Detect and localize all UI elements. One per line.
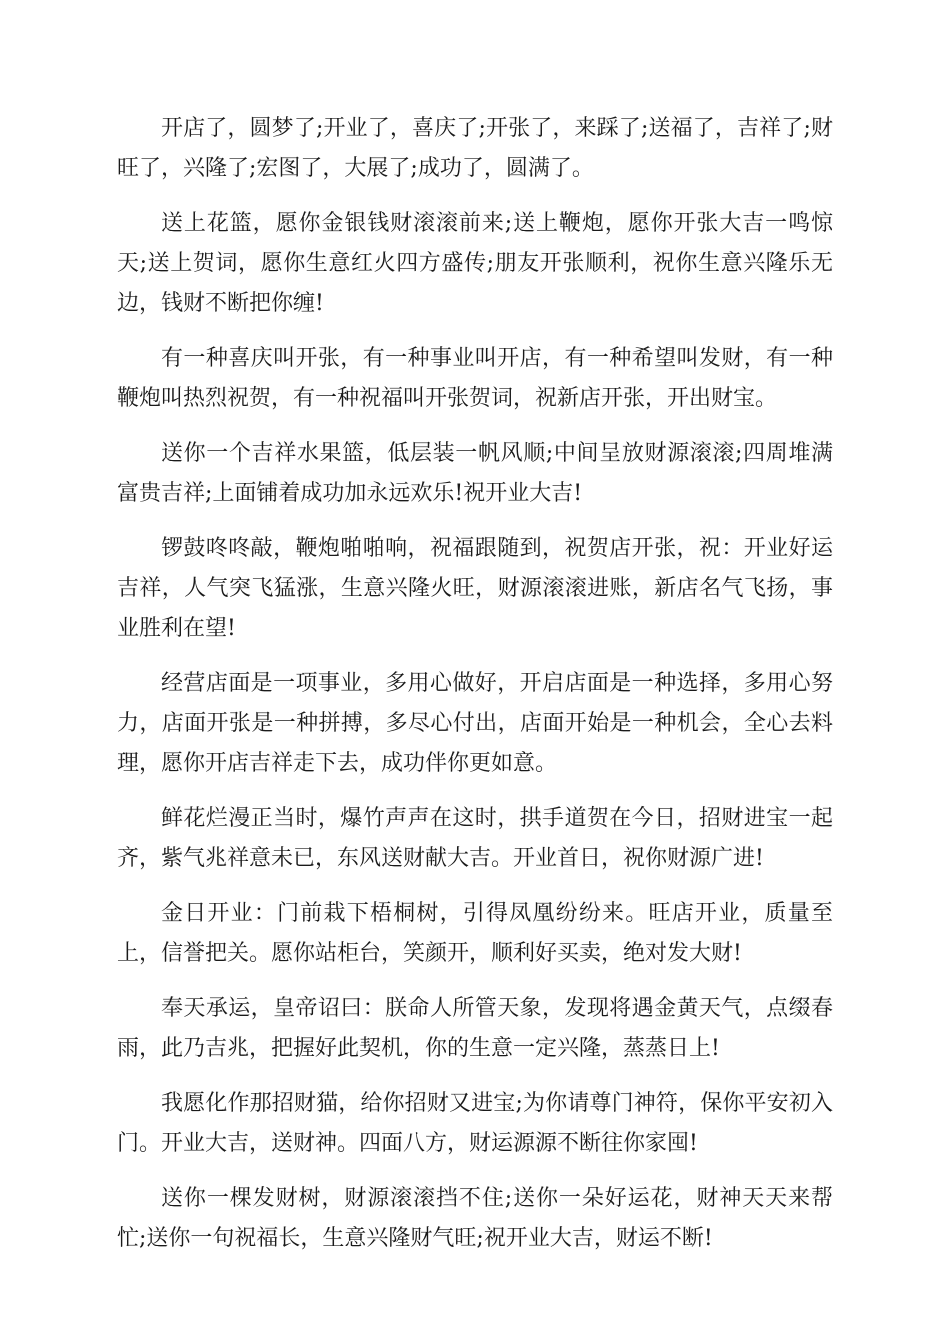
- paragraph-5: 锣鼓咚咚敲，鞭炮啪啪响，祝福跟随到，祝贺店开张，祝：开业好运吉祥，人气突飞猛涨，生意兴隆火旺，财源滚滚进账，新店名气飞扬，事业胜利在望!: [117, 536, 833, 641]
- paragraph-6: 经营店面是一项事业，多用心做好，开启店面是一种选择，多用心努力，店面开张是一种拼搏，多尽心付出，店面开始是一种机会，全心去料理，愿你开店吉祥走下去，成功伴你更如意。: [117, 671, 833, 776]
- paragraph-11: 送你一棵发财树，财源滚滚挡不住;送你一朵好运花，财神天天来帮忙;送你一句祝福长，生意兴隆财气旺;祝开业大吉，财运不断!: [117, 1186, 833, 1251]
- document-body: [117, 109, 833, 1274]
- paragraph-8: 金日开业：门前栽下梧桐树，引得凤凰纷纷来。旺店开业，质量至上，信誉把关。愿你站柜台，笑颜开，顺利好买卖，绝对发大财!: [117, 901, 833, 966]
- paragraph-1: 开店了，圆梦了;开业了，喜庆了;开张了，来踩了;送福了，吉祥了;财旺了，兴隆了;宏图了，大展了;成功了，圆满了。: [117, 116, 833, 181]
- paragraph-3: 有一种喜庆叫开张，有一种事业叫开店，有一种希望叫发财，有一种鞭炮叫热烈祝贺，有一种祝福叫开张贺词，祝新店开张，开出财宝。: [117, 346, 833, 411]
- paragraph-9: 奉天承运，皇帝诏曰：朕命人所管天象，发现将遇金黄天气，点缀春雨，此乃吉兆，把握好此契机，你的生意一定兴隆，蒸蒸日上!: [117, 996, 833, 1061]
- paragraph-10: 我愿化作那招财猫，给你招财又进宝;为你请尊门神符，保你平安初入门。开业大吉，送财神。四面八方，财运源源不断往你家囤!: [117, 1091, 833, 1156]
- paragraph-7: 鲜花烂漫正当时，爆竹声声在这时，拱手道贺在今日，招财进宝一起齐，紫气兆祥意未已，东风送财献大吉。开业首日，祝你财源广进!: [117, 806, 833, 871]
- paragraph-4: 送你一个吉祥水果篮，低层装一帆风顺;中间呈放财源滚滚;四周堆满富贵吉祥;上面铺着成功加永远欢乐!祝开业大吉!: [117, 441, 833, 506]
- paragraph-2: 送上花篮，愿你金银钱财滚滚前来;送上鞭炮，愿你开张大吉一鸣惊天;送上贺词，愿你生意红火四方盛传;朋友开张顺利，祝你生意兴隆乐无边，钱财不断把你缠!: [117, 211, 833, 316]
